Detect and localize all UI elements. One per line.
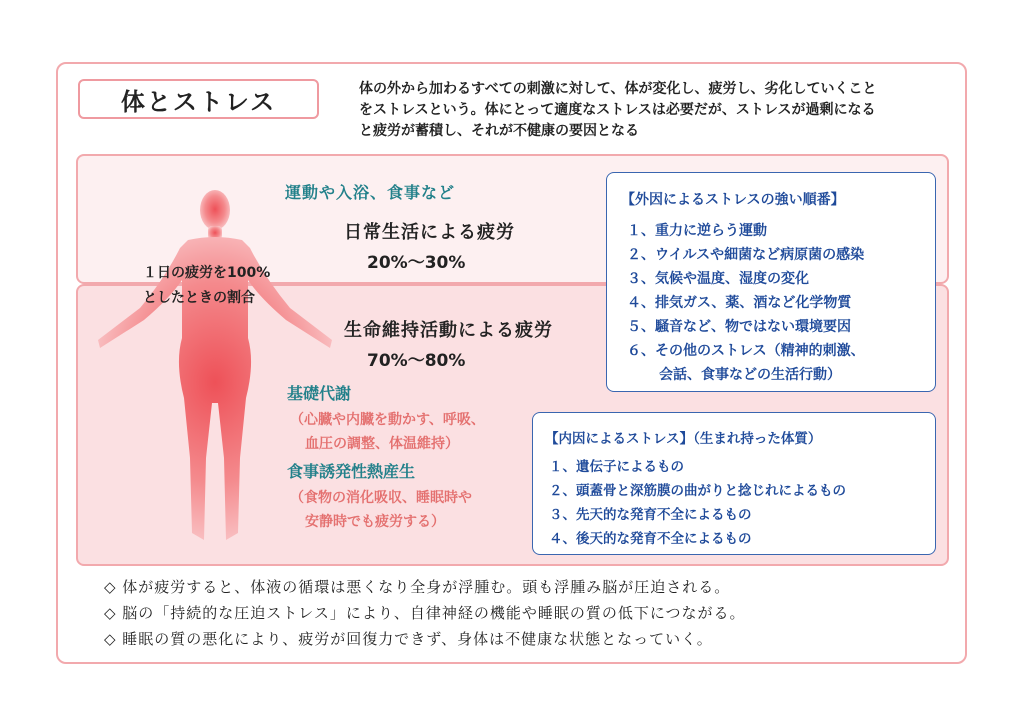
- daily-fatigue-label: 日常生活による疲労: [344, 222, 515, 243]
- daily-activities-label: 運動や入浴、食事など: [285, 183, 456, 202]
- summary-notes: [104, 574, 746, 652]
- list-item: ５、騒音など、物ではない環境要因: [627, 319, 851, 335]
- ratio-note-line: としたときの割合: [143, 290, 255, 306]
- list-item: ２、ウイルスや細菌など病原菌の感染: [627, 247, 865, 263]
- ratio-note-line: １日の疲労を100%: [143, 265, 271, 281]
- list-item-continuation: 会話、食事などの生活行動）: [659, 367, 841, 383]
- list-item: ３、気候や温度、湿度の変化: [627, 271, 809, 287]
- internal-stress-heading: 【内因によるストレス】（生まれ持った体質）: [545, 431, 822, 447]
- list-item: ４、排気ガス、薬、酒など化学物質: [627, 295, 852, 311]
- basal-fatigue-label: 生命維持活動による疲労: [344, 320, 553, 341]
- metabolism-desc-line: 血圧の調整、体温維持）: [305, 436, 459, 452]
- basal-fatigue-percent: 70%〜80%: [367, 351, 466, 371]
- metabolism-desc-line: （心臓や内臓を動かす、呼吸、: [290, 412, 485, 428]
- intro-line: をストレスという。体にとって適度なストレスは必要だが、ストレスが過剰になる: [359, 102, 876, 118]
- summary-note: ◇ 体が疲労すると、体液の循環は悪くなり全身が浮腫む。頭も浮腫み脳が圧迫される。: [104, 578, 731, 596]
- intro-line: 体の外から加わるすべての刺激に対して、体が変化し、疲労し、劣化していくこと: [359, 81, 877, 97]
- list-item: ４、後天的な発育不全によるもの: [549, 531, 752, 547]
- list-item: ２、頭蓋骨と深筋膜の曲がりと捻じれによるもの: [549, 483, 846, 499]
- daily-fatigue-percent: 20%〜30%: [367, 253, 466, 273]
- external-stress-box: [606, 172, 936, 392]
- summary-note: ◇ 睡眠の質の悪化により、疲労が回復力できず、身体は不健康な状態となっていく。: [104, 630, 713, 648]
- summary-note: ◇ 脳の「持続的な圧迫ストレス」により、自律神経の機能や睡眠の質の低下につながる。: [104, 604, 746, 622]
- thermogenesis-desc-line: （食物の消化吸収、睡眠時や: [290, 490, 472, 506]
- intro-text: [359, 79, 959, 142]
- list-item: ３、先天的な発育不全によるもの: [549, 507, 752, 523]
- thermogenesis-desc-line: 安静時でも疲労する）: [305, 514, 445, 530]
- list-item: ６、その他のストレス（精神的刺激、: [627, 343, 865, 359]
- thermogenesis-title: 食事誘発性熱産生: [287, 462, 416, 481]
- external-stress-heading: 【外因によるストレスの強い順番】: [621, 192, 845, 208]
- internal-stress-box: [532, 412, 936, 555]
- metabolism-title: 基礎代謝: [287, 384, 352, 403]
- list-item: １、遺伝子によるもの: [549, 459, 684, 475]
- list-item: １、重力に逆らう運動: [627, 223, 767, 239]
- page-title: 体とストレス: [78, 79, 319, 119]
- intro-line: と疲労が蓄積し、それが不健康の要因となる: [359, 123, 639, 139]
